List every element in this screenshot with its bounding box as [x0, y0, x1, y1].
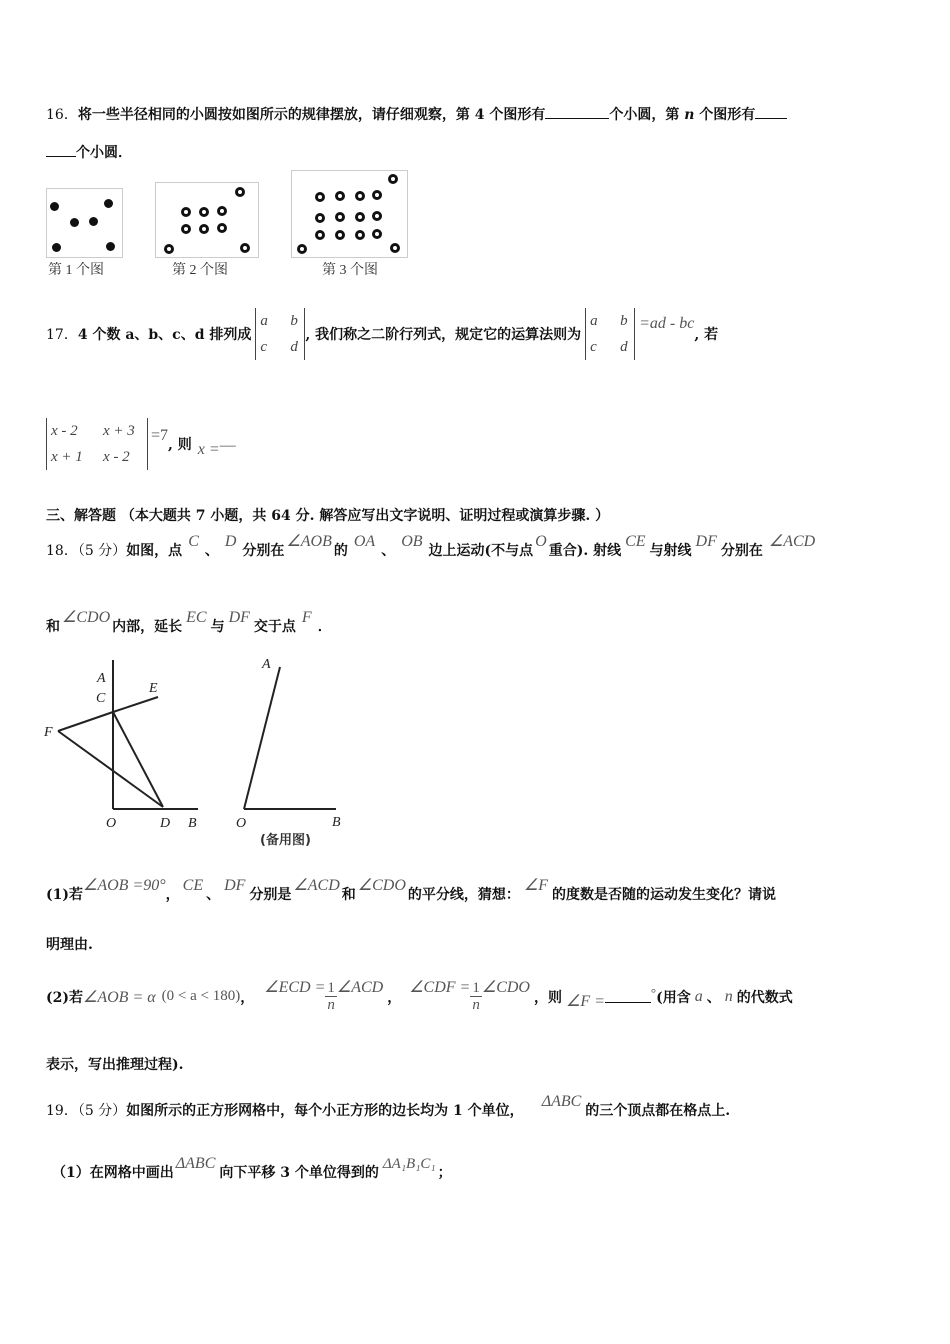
math-DF: DF — [224, 877, 246, 894]
math-triangle-ABC: ΔABC — [541, 1093, 582, 1110]
circle — [390, 243, 400, 253]
q16-text-a: 将一些半径相同的小圆按如图所示的规律摆放，请仔细观察，第 4 个图形有 — [77, 107, 546, 123]
spare-figure-caption: (备用图) — [260, 833, 311, 848]
q17-equals-7: =7 — [151, 427, 169, 444]
segment-CD — [113, 712, 163, 807]
q18-text: ， — [165, 887, 180, 903]
q18-answer-blank[interactable] — [605, 990, 651, 1003]
q17-determinant-3 — [46, 418, 148, 470]
q17-text-a: 4 个数 a、b、c、d 排列成 — [77, 327, 252, 343]
q18-line2 — [46, 609, 332, 636]
det-cell: x + 3 — [103, 423, 135, 439]
circle — [181, 224, 191, 234]
circle — [89, 217, 98, 226]
q16-text-c: 个图形有 — [699, 107, 756, 123]
math-OB: OB — [401, 533, 423, 550]
circle — [372, 211, 382, 221]
circle — [315, 230, 325, 240]
math-triangle-A1B1C1: ΔA₁B₁C₁ — [382, 1156, 436, 1172]
circle — [372, 229, 382, 239]
math-angle-AOB: ∠AOB — [286, 533, 332, 550]
q18-text: 、 — [204, 543, 219, 559]
q17-determinant-1 — [255, 308, 305, 360]
circle — [335, 230, 345, 240]
q19-text: 向下平移 3 个单位得到的 — [219, 1165, 379, 1181]
q17-answer-blank[interactable]: — — [219, 437, 236, 454]
q18-text: 的 — [333, 543, 348, 559]
q18-text: 、 — [706, 989, 721, 1006]
fraction-denominator: n — [472, 997, 480, 1013]
label-D: D — [160, 816, 171, 831]
math-angle-F: ∠F — [523, 877, 549, 894]
q18-text: (用含 — [656, 989, 691, 1006]
q16-blank-2a[interactable] — [755, 106, 787, 119]
math-DF: DF — [228, 609, 250, 626]
q16-caption-1: 第 1 个图 — [48, 263, 104, 278]
math-angle-ACD: ∠ACD — [293, 877, 340, 894]
q17-number: 17． — [46, 327, 78, 343]
label-A-spare: A — [262, 657, 271, 672]
math-angle-ACD: ∠ACD — [336, 978, 384, 996]
q16-line1 — [46, 104, 787, 124]
q18-text: ，则 — [533, 989, 562, 1006]
q18-text: 与射线 — [649, 543, 692, 559]
circle — [199, 224, 209, 234]
math-angle-AOB-90: ∠AOB =90° — [83, 877, 166, 894]
q18-text: 如图，点 — [126, 543, 183, 559]
circle — [181, 207, 191, 217]
circle — [388, 174, 398, 184]
q19-text: 如图所示的正方形网格中，每个小正方形的边长均为 1 个单位， — [126, 1103, 524, 1119]
q16-figure-3 — [291, 170, 408, 258]
math-D: D — [224, 533, 237, 550]
math-a: a — [694, 987, 703, 1005]
det-cell: b — [290, 313, 298, 329]
segment-FD — [58, 731, 163, 807]
q16-caption-2: 第 2 个图 — [172, 263, 228, 278]
circle — [355, 212, 365, 222]
q18-text: 交于点 — [253, 619, 296, 635]
q16-blank-2b[interactable] — [46, 144, 76, 157]
fraction-numerator: 1 — [472, 980, 480, 996]
q16-text-d: 个小圆． — [76, 145, 132, 161]
circle — [315, 213, 325, 223]
q18-part1-line2: 明理由. — [46, 937, 93, 953]
math-angle-ECD: ∠ECD = — [264, 978, 326, 996]
fraction-1-over-n — [325, 980, 337, 1013]
q18-text: 的代数式 — [736, 989, 793, 1006]
q19-line1 — [46, 1093, 731, 1120]
q16-n: n — [684, 107, 695, 123]
math-angle-CDF: ∠CDF = — [409, 978, 471, 996]
q19-p1-label: （1）在网格中画出 — [52, 1165, 174, 1181]
det-cell: x - 2 — [51, 423, 78, 439]
math-angle-AOB-alpha: ∠AOB = α — [83, 988, 156, 1006]
q18-part1-line1 — [46, 877, 777, 904]
q17-text-d: , 则 — [168, 437, 192, 453]
circle — [335, 212, 345, 222]
circle — [199, 207, 209, 217]
q18-part2-line1 — [46, 980, 793, 1013]
circle — [235, 187, 245, 197]
circle — [70, 218, 79, 227]
q17-determinant-2 — [585, 308, 635, 360]
q19-score: （5 分） — [77, 1103, 127, 1119]
section-3-title: 三、解答题 （本大题共 7 小题，共 64 分. 解答应写出文字说明、证明过程或演算步骤. ） — [46, 508, 610, 524]
q18-text: 内部，延长 — [112, 619, 183, 635]
q18-text: ， — [387, 989, 402, 1006]
math-OA: OA — [353, 533, 376, 550]
math-EC: EC — [186, 609, 207, 626]
det-cell: x + 1 — [51, 449, 83, 465]
q18-part2-line2: 表示，写出推理过程). — [46, 1057, 184, 1073]
circle — [297, 244, 307, 254]
det-cell: x - 2 — [103, 449, 130, 465]
q16-figure-2 — [155, 182, 259, 258]
circle — [217, 223, 227, 233]
circle — [52, 243, 61, 252]
q18-text: 分别是 — [249, 887, 292, 903]
q18-text: 重合). 射线 — [548, 543, 622, 559]
math-F: F — [301, 609, 312, 626]
q18-text: 分别在 — [720, 543, 763, 559]
det-cell: d — [290, 339, 298, 355]
label-B-spare: B — [332, 815, 341, 830]
q17-text-b: , 我们称之二阶行列式，规定它的运算法则为 — [305, 327, 582, 343]
degree-symbol: ° — [650, 984, 657, 1000]
circle — [217, 206, 227, 216]
q16-figure-1 — [46, 188, 123, 258]
q19-text: ； — [437, 1165, 452, 1181]
q16-line2 — [46, 142, 132, 162]
q18-text: 分别在 — [242, 543, 285, 559]
q16-number: 16． — [46, 107, 78, 123]
circle — [315, 192, 325, 202]
math-C: C — [188, 533, 199, 550]
det-cell: c — [590, 339, 597, 355]
label-B: B — [188, 816, 197, 831]
ray-CE — [113, 697, 158, 712]
q18-text: 的平分线，猜想： — [407, 887, 520, 903]
q18-text: 和 — [341, 887, 356, 903]
q17-x-equals: x = — [197, 441, 220, 458]
q18-text: ， — [240, 989, 255, 1006]
circle — [335, 191, 345, 201]
math-angle-ACD: ∠ACD — [768, 533, 816, 550]
q16-blank-1[interactable] — [545, 106, 609, 119]
math-angle-F: ∠F = — [565, 992, 605, 1010]
q18-figure — [40, 655, 370, 855]
fraction-1-over-n — [470, 980, 482, 1013]
circle — [355, 230, 365, 240]
math-CE: CE — [182, 877, 204, 894]
label-O: O — [106, 816, 117, 831]
det-cell: b — [620, 313, 628, 329]
circle — [104, 199, 113, 208]
q18-text: 与 — [210, 619, 225, 635]
math-DF: DF — [695, 533, 717, 550]
q18-text: 、 — [206, 887, 221, 903]
q18-text: 的度数是否随的运动发生变化？请说 — [552, 887, 777, 903]
label-C: C — [96, 691, 106, 706]
circle — [240, 243, 250, 253]
q18-p1-label: (1)若 — [46, 887, 83, 903]
math-n: n — [724, 987, 733, 1005]
circle — [372, 190, 382, 200]
ray-OA-spare — [244, 667, 280, 809]
fraction-numerator: 1 — [327, 980, 335, 996]
math-angle-CDO: ∠CDO — [357, 877, 406, 894]
math-O: O — [535, 533, 547, 550]
q17-formula: =ad - bc — [639, 315, 695, 332]
det-cell: c — [260, 339, 268, 355]
circle — [106, 242, 115, 251]
math-range: (0 < a < 180) — [161, 988, 241, 1004]
q16-text-b: 个小圆，第 — [609, 107, 680, 123]
q19-text: 的三个顶点都在格点上. — [585, 1103, 731, 1119]
q18-p2-label: (2)若 — [46, 989, 83, 1006]
math-triangle-ABC: ΔABC — [175, 1155, 216, 1172]
circle — [355, 191, 365, 201]
q18-text: 和 — [46, 619, 60, 635]
circle — [164, 244, 174, 254]
math-angle-CDO: ∠CDO — [481, 978, 530, 996]
q16-caption-3: 第 3 个图 — [322, 263, 378, 278]
q18-text: 、 — [381, 543, 396, 559]
math-angle-CDO: ∠CDO — [62, 609, 111, 626]
circle — [50, 202, 59, 211]
q18-line1 — [46, 533, 816, 560]
det-cell: d — [620, 339, 628, 355]
q18-text: ． — [317, 619, 332, 635]
det-cell: a — [260, 313, 268, 329]
fraction-denominator: n — [327, 997, 335, 1013]
label-E: E — [149, 681, 158, 696]
q18-text: 边上运动(不与点 — [428, 543, 534, 559]
q17-text-c: , 若 — [694, 327, 719, 343]
det-cell: a — [590, 313, 598, 329]
q18-number: 18． — [46, 543, 78, 559]
label-F: F — [44, 725, 53, 740]
segment-FC — [58, 712, 113, 731]
math-CE: CE — [625, 533, 646, 550]
q19-number: 19． — [46, 1103, 78, 1119]
label-O-spare: O — [236, 816, 247, 831]
q18-score: （5 分） — [77, 543, 127, 559]
q19-part1 — [52, 1155, 452, 1182]
q17-line1 — [46, 308, 718, 360]
label-A: A — [97, 671, 106, 686]
q17-line2 — [46, 418, 236, 470]
